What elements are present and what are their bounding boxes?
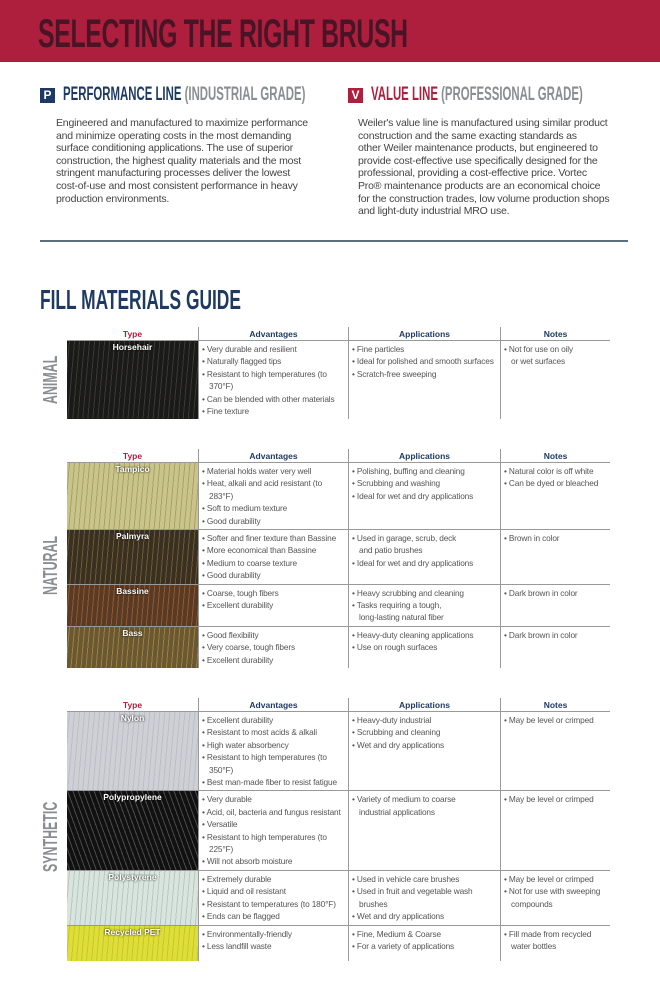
bullet-text: May be level or crimped bbox=[508, 794, 594, 805]
bullet-icon: • bbox=[202, 856, 207, 867]
bullet-item bbox=[504, 465, 607, 477]
bullet-text: May be level or crimped bbox=[508, 873, 594, 884]
bullet-item bbox=[352, 910, 497, 922]
bullet-text: Best man-made fiber to resist fatigue bbox=[206, 777, 337, 788]
fill-type-label: Recycled PET bbox=[104, 926, 161, 937]
bullet-icon: • bbox=[352, 587, 357, 598]
bullet-icon: • bbox=[202, 794, 207, 805]
bullet-item bbox=[202, 885, 345, 897]
bullet-icon: • bbox=[202, 600, 207, 611]
bullet-text: Medium to coarse texture bbox=[206, 557, 297, 568]
notes-cell bbox=[500, 627, 610, 668]
applications-cell bbox=[348, 463, 500, 529]
column-header: Applications bbox=[348, 327, 500, 341]
bullet-text: For a variety of applications bbox=[356, 940, 455, 951]
bullet-icon: • bbox=[504, 344, 509, 354]
brush-fill-image bbox=[67, 585, 198, 626]
advantages-cell bbox=[198, 585, 348, 626]
bullet-item bbox=[202, 855, 345, 867]
bullet-item bbox=[202, 587, 345, 599]
bullet-text: More economical than Bassine bbox=[206, 545, 317, 556]
bullet-icon: • bbox=[504, 533, 509, 544]
notes-cell bbox=[500, 585, 610, 626]
bullet-icon: • bbox=[202, 928, 207, 939]
bullet-item bbox=[202, 793, 345, 805]
performance-title: PERFORMANCE LINE bbox=[63, 84, 182, 105]
value-description: Weiler's value line is manufactured using similar product construction and the same exacting standards as other Weiler maintenance products, but engineered to provide cost-effective use specifically designed for the professional, providing a cost-effective price. Vortec Pro® maintenance products are an economical choice for the construction trades, low volume production shops and light-duty industrial MRO use. bbox=[358, 117, 610, 218]
bullet-text: Excellent durability bbox=[206, 600, 274, 611]
bullet-text: Not for use with sweeping compounds bbox=[508, 886, 601, 909]
bullet-icon: • bbox=[202, 819, 207, 830]
bullet-item bbox=[202, 641, 345, 653]
table-row bbox=[67, 871, 610, 926]
notes-cell bbox=[500, 712, 610, 790]
bullet-icon: • bbox=[504, 587, 509, 598]
bullet-text: Resistant to high temperatures (to 370°F) bbox=[206, 368, 327, 392]
bullet-icon: • bbox=[202, 911, 207, 922]
bullet-item bbox=[202, 368, 345, 393]
fill-type-label: Bass bbox=[122, 627, 143, 638]
bullet-icon: • bbox=[202, 642, 207, 653]
bullet-icon: • bbox=[202, 873, 207, 884]
bullet-item bbox=[202, 928, 345, 940]
bullet-text: Versatile bbox=[206, 819, 238, 830]
bullet-item bbox=[202, 751, 345, 776]
bullet-item bbox=[202, 532, 345, 544]
applications-cell bbox=[348, 791, 500, 869]
bullet-item bbox=[504, 928, 607, 953]
bullet-item bbox=[504, 532, 607, 544]
applications-cell bbox=[348, 926, 500, 961]
brush-fill-image bbox=[67, 791, 198, 869]
bullet-text: Coarse, tough fibers bbox=[206, 587, 279, 598]
bullet-text: Material holds water very well bbox=[206, 466, 312, 476]
table-row bbox=[67, 627, 610, 668]
table-header bbox=[67, 327, 610, 341]
column-header: Notes bbox=[500, 449, 610, 463]
bullet-icon: • bbox=[352, 356, 357, 367]
bullet-text: Environmentally-friendly bbox=[206, 928, 292, 939]
brush-fill-image bbox=[67, 530, 198, 584]
bullet-icon: • bbox=[202, 727, 207, 738]
divider bbox=[40, 240, 628, 242]
column-header: Type bbox=[122, 451, 143, 461]
bullet-text: Good flexibility bbox=[206, 629, 259, 640]
bullet-text: Resistant to temperatures (to 180°F) bbox=[206, 898, 336, 909]
bullet-icon: • bbox=[352, 727, 357, 738]
brush-fill-image bbox=[67, 463, 198, 529]
bullet-icon: • bbox=[202, 806, 207, 817]
title-banner bbox=[0, 0, 660, 62]
bullet-item bbox=[504, 885, 607, 910]
bullet-text: Brown in color bbox=[508, 533, 560, 544]
bullet-text: Resistant to most acids & alkali bbox=[206, 727, 317, 738]
bullet-text: Very durable and resilient bbox=[206, 344, 297, 354]
bullet-text: Liquid and oil resistant bbox=[206, 886, 286, 897]
column-header: Applications bbox=[348, 449, 500, 463]
bullet-item bbox=[202, 393, 345, 405]
column-header: Notes bbox=[500, 327, 610, 341]
applications-cell bbox=[348, 712, 500, 790]
bullet-text: Heavy-duty industrial bbox=[356, 715, 432, 725]
bullet-item bbox=[352, 726, 497, 738]
bullet-text: Fine, Medium & Coarse bbox=[356, 928, 441, 939]
bullet-text: Ideal for wet and dry applications bbox=[356, 557, 474, 568]
bullet-text: Dark brown in color bbox=[508, 629, 578, 640]
table-row bbox=[67, 712, 610, 791]
advantages-cell bbox=[198, 341, 348, 419]
bullet-icon: • bbox=[504, 794, 509, 805]
bullet-icon: • bbox=[202, 545, 207, 556]
bullet-item bbox=[202, 818, 345, 830]
bullet-icon: • bbox=[202, 739, 207, 750]
bullet-text: Used in garage, scrub, deck and patio brushes bbox=[356, 533, 457, 556]
category-label: SYNTHETIC bbox=[40, 801, 62, 872]
bullet-item bbox=[352, 587, 497, 599]
bullet-text: Polishing, buffing and cleaning bbox=[356, 466, 465, 476]
bullet-item bbox=[202, 654, 345, 666]
bullet-text: High water absorbency bbox=[206, 739, 289, 750]
column-header: Notes bbox=[500, 698, 610, 712]
notes-cell bbox=[500, 871, 610, 925]
bullet-item bbox=[504, 343, 607, 368]
bullet-text: Use on rough surfaces bbox=[356, 642, 438, 653]
column-header: Type bbox=[122, 700, 143, 710]
bullet-item bbox=[202, 515, 345, 527]
bullet-item bbox=[352, 793, 497, 818]
advantages-cell bbox=[198, 627, 348, 668]
bullet-icon: • bbox=[352, 600, 357, 611]
bullet-text: Wet and dry applications bbox=[356, 911, 445, 922]
bullet-icon: • bbox=[352, 344, 357, 354]
page-title: SELECTING THE RIGHT BRUSH bbox=[38, 12, 408, 56]
bullet-text: Resistant to high temperatures (to 350°F) bbox=[206, 752, 327, 775]
bullet-item bbox=[202, 873, 345, 885]
bullet-text: Natural color is off white bbox=[508, 466, 594, 476]
bullet-text: Fine texture bbox=[206, 406, 249, 417]
bullet-icon: • bbox=[202, 777, 207, 788]
bullet-item bbox=[202, 726, 345, 738]
notes-cell bbox=[500, 341, 610, 419]
bullet-item bbox=[504, 629, 607, 641]
notes-cell bbox=[500, 791, 610, 869]
table-header bbox=[67, 449, 610, 463]
performance-badge-icon: P bbox=[40, 88, 55, 103]
bullet-icon: • bbox=[352, 794, 357, 805]
value-line-heading bbox=[348, 85, 660, 105]
performance-description: Engineered and manufactured to maximize performance and minimize operating costs in the most demanding surface conditioning applications. The use of superior construction, the highest quality materials and the most stringent manufacturing processes deliver the lowest cost-of-use and most consistent performance in heavy production environments. bbox=[56, 117, 308, 205]
bullet-icon: • bbox=[504, 928, 509, 939]
brush-fill-image bbox=[67, 871, 198, 925]
table-row bbox=[67, 341, 610, 419]
bullet-item bbox=[352, 873, 497, 885]
bullet-icon: • bbox=[504, 886, 509, 897]
bullet-item bbox=[202, 477, 345, 502]
bullet-icon: • bbox=[202, 570, 207, 581]
bullet-icon: • bbox=[352, 490, 357, 501]
bullet-icon: • bbox=[202, 629, 207, 640]
category-label: NATURAL bbox=[40, 535, 62, 595]
bullet-item bbox=[352, 490, 497, 502]
bullet-text: Soft to medium texture bbox=[206, 503, 288, 514]
advantages-cell bbox=[198, 463, 348, 529]
bullet-text: Ideal for polished and smooth surfaces bbox=[356, 356, 494, 367]
bullet-text: Softer and finer texture than Bassine bbox=[206, 533, 337, 544]
bullet-text: Fine particles bbox=[356, 344, 405, 354]
value-title: VALUE LINE bbox=[371, 84, 438, 105]
applications-cell bbox=[348, 530, 500, 584]
notes-cell bbox=[500, 463, 610, 529]
bullet-icon: • bbox=[352, 557, 357, 568]
value-grade: (PROFESSIONAL GRADE) bbox=[441, 84, 583, 105]
bullet-item bbox=[352, 355, 497, 367]
column-header: Advantages bbox=[198, 698, 348, 712]
value-badge-icon: V bbox=[348, 88, 363, 103]
bullet-item bbox=[202, 544, 345, 556]
bullet-item bbox=[352, 714, 497, 726]
fill-table-natural bbox=[67, 449, 610, 668]
brush-fill-image bbox=[67, 712, 198, 790]
bullet-icon: • bbox=[202, 478, 207, 489]
bullet-text: Very durable bbox=[206, 794, 252, 805]
bullet-icon: • bbox=[202, 503, 207, 514]
table-row bbox=[67, 585, 610, 627]
column-header: Advantages bbox=[198, 449, 348, 463]
bullet-text: Ideal for wet and dry applications bbox=[356, 490, 474, 501]
advantages-cell bbox=[198, 712, 348, 790]
bullet-text: Less landfill waste bbox=[206, 940, 272, 951]
bullet-text: Heat, alkali and acid resistant (to 283°F) bbox=[206, 478, 323, 501]
bullet-text: Not for use on oily or wet surfaces bbox=[508, 344, 573, 367]
fill-type-label: Tampico bbox=[115, 464, 150, 474]
table-row bbox=[67, 791, 610, 870]
bullet-icon: • bbox=[352, 629, 357, 640]
bullet-icon: • bbox=[352, 642, 357, 653]
fill-type-label: Horsehair bbox=[112, 342, 153, 352]
category-label: ANIMAL bbox=[40, 355, 62, 405]
bullet-item bbox=[202, 599, 345, 611]
bullet-text: Used in vehicle care brushes bbox=[356, 873, 460, 884]
bullet-text: May be level or crimped bbox=[508, 715, 594, 725]
notes-cell bbox=[500, 530, 610, 584]
bullet-icon: • bbox=[202, 654, 207, 665]
bullet-item bbox=[202, 806, 345, 818]
bullet-item bbox=[202, 629, 345, 641]
table-row bbox=[67, 463, 610, 530]
bullet-item bbox=[202, 557, 345, 569]
brush-fill-image bbox=[67, 926, 198, 961]
column-header: Applications bbox=[348, 698, 500, 712]
bullet-icon: • bbox=[202, 515, 207, 526]
bullet-text: Excellent durability bbox=[206, 715, 274, 725]
applications-cell bbox=[348, 627, 500, 668]
bullet-item bbox=[352, 532, 497, 557]
bullet-text: Acid, oil, bacteria and fungus resistant bbox=[206, 806, 341, 817]
bullet-item bbox=[504, 714, 607, 726]
bullet-item bbox=[352, 477, 497, 489]
applications-cell bbox=[348, 585, 500, 626]
bullet-icon: • bbox=[202, 898, 207, 909]
table-row bbox=[67, 530, 610, 585]
advantages-cell bbox=[198, 871, 348, 925]
bullet-text: Very coarse, tough fibers bbox=[206, 642, 295, 653]
bullet-item bbox=[504, 587, 607, 599]
column-header: Type bbox=[122, 329, 143, 339]
bullet-item bbox=[352, 343, 497, 355]
bullet-item bbox=[504, 477, 607, 489]
bullet-icon: • bbox=[202, 752, 207, 763]
bullet-icon: • bbox=[352, 940, 357, 951]
bullet-icon: • bbox=[202, 368, 207, 379]
bullet-text: Scratch-free sweeping bbox=[356, 368, 437, 379]
advantages-cell bbox=[198, 926, 348, 961]
bullet-item bbox=[352, 465, 497, 477]
bullet-icon: • bbox=[504, 715, 509, 725]
bullet-item bbox=[202, 831, 345, 856]
bullet-icon: • bbox=[202, 406, 207, 417]
applications-cell bbox=[348, 341, 500, 419]
bullet-item bbox=[202, 569, 345, 581]
bullet-text: Can be dyed or bleached bbox=[508, 478, 599, 489]
bullet-item bbox=[352, 368, 497, 380]
advantages-cell bbox=[198, 530, 348, 584]
bullet-text: Extremely durable bbox=[206, 873, 272, 884]
bullet-icon: • bbox=[352, 886, 357, 897]
bullet-text: Used in fruit and vegetable wash brushes bbox=[356, 886, 473, 909]
bullet-item bbox=[202, 776, 345, 788]
bullet-text: Will not absorb moisture bbox=[206, 856, 293, 867]
bullet-icon: • bbox=[352, 533, 357, 544]
bullet-item bbox=[202, 940, 345, 952]
bullet-icon: • bbox=[352, 873, 357, 884]
bullet-text: Scrubbing and cleaning bbox=[356, 727, 441, 738]
bullet-item bbox=[352, 739, 497, 751]
bullet-icon: • bbox=[202, 886, 207, 897]
bullet-item bbox=[202, 405, 345, 417]
bullet-text: Heavy-duty cleaning applications bbox=[356, 629, 474, 640]
bullet-icon: • bbox=[352, 466, 357, 476]
bullet-text: Dark brown in color bbox=[508, 587, 578, 598]
bullet-icon: • bbox=[202, 356, 207, 367]
bullet-text: Can be blended with other materials bbox=[206, 393, 335, 404]
advantages-cell bbox=[198, 791, 348, 869]
bullet-text: Variety of medium to coarse industrial applications bbox=[356, 794, 456, 817]
bullet-item bbox=[202, 343, 345, 355]
notes-cell bbox=[500, 926, 610, 961]
bullet-text: Resistant to high temperatures (to 225°F) bbox=[206, 831, 327, 855]
bullet-text: Naturally flagged tips bbox=[206, 356, 282, 367]
bullet-text: Heavy scrubbing and cleaning bbox=[356, 587, 464, 598]
bullet-item bbox=[202, 714, 345, 726]
bullet-item bbox=[352, 557, 497, 569]
bullet-item bbox=[352, 599, 497, 624]
table-header bbox=[67, 698, 610, 712]
bullet-item bbox=[352, 940, 497, 952]
fill-type-label: Polypropylene bbox=[103, 792, 162, 803]
bullet-icon: • bbox=[202, 533, 207, 544]
bullet-icon: • bbox=[202, 940, 207, 951]
bullet-item bbox=[202, 465, 345, 477]
bullet-item bbox=[352, 885, 497, 910]
bullet-icon: • bbox=[202, 557, 207, 568]
bullet-item bbox=[202, 910, 345, 922]
fill-table-animal bbox=[67, 327, 610, 419]
bullet-icon: • bbox=[352, 478, 357, 489]
bullet-text: Tasks requiring a tough, long-lasting natural fiber bbox=[356, 600, 444, 623]
brush-fill-image bbox=[67, 627, 198, 668]
fill-type-label: Polystyrene bbox=[108, 871, 157, 882]
fill-table-synthetic bbox=[67, 698, 610, 961]
bullet-icon: • bbox=[352, 928, 357, 939]
brush-fill-image bbox=[67, 341, 198, 419]
bullet-item bbox=[352, 629, 497, 641]
bullet-item bbox=[352, 928, 497, 940]
bullet-text: Wet and dry applications bbox=[356, 739, 445, 750]
fill-type-label: Nylon bbox=[120, 713, 145, 723]
column-header: Advantages bbox=[198, 327, 348, 341]
bullet-icon: • bbox=[352, 911, 357, 922]
bullet-icon: • bbox=[202, 831, 207, 842]
bullet-item bbox=[202, 502, 345, 514]
bullet-icon: • bbox=[352, 739, 357, 750]
bullet-icon: • bbox=[202, 466, 207, 476]
applications-cell bbox=[348, 871, 500, 925]
bullet-text: Fill made from recycled water bottles bbox=[508, 928, 592, 951]
bullet-icon: • bbox=[504, 466, 509, 476]
bullet-item bbox=[504, 873, 607, 885]
bullet-icon: • bbox=[202, 344, 207, 354]
bullet-item bbox=[202, 739, 345, 751]
bullet-icon: • bbox=[202, 587, 207, 598]
bullet-item bbox=[504, 793, 607, 805]
bullet-icon: • bbox=[504, 873, 509, 884]
bullet-icon: • bbox=[504, 478, 509, 489]
fill-materials-title: FILL MATERIALS GUIDE bbox=[40, 284, 241, 315]
bullet-item bbox=[352, 641, 497, 653]
bullet-icon: • bbox=[352, 368, 357, 379]
bullet-text: Ends can be flagged bbox=[206, 911, 280, 922]
bullet-icon: • bbox=[504, 629, 509, 640]
performance-grade: (INDUSTRIAL GRADE) bbox=[184, 84, 306, 105]
fill-type-label: Bassine bbox=[116, 585, 149, 596]
table-row bbox=[67, 926, 610, 961]
bullet-text: Scrubbing and washing bbox=[356, 478, 441, 489]
bullet-icon: • bbox=[202, 715, 207, 725]
bullet-text: Good durability bbox=[206, 515, 261, 526]
bullet-icon: • bbox=[202, 393, 207, 404]
bullet-icon: • bbox=[352, 715, 357, 725]
fill-type-label: Palmyra bbox=[115, 531, 150, 542]
bullet-text: Good durability bbox=[206, 570, 261, 581]
bullet-item bbox=[202, 355, 345, 367]
bullet-text: Excellent durability bbox=[206, 654, 274, 665]
